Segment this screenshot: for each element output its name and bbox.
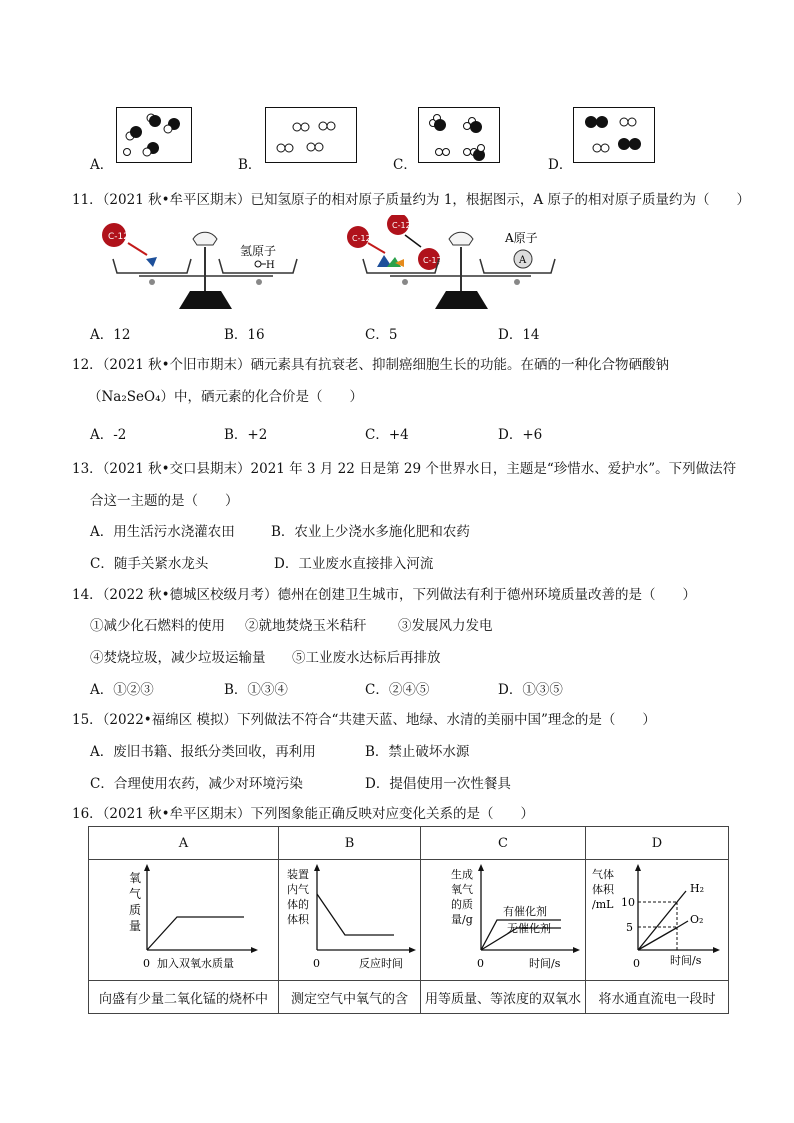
x-axis-label: 反应时间 <box>359 957 403 970</box>
graph-b-cell <box>279 860 421 981</box>
column-header-c: C <box>421 827 586 860</box>
y-axis-label: 装置 <box>287 868 309 881</box>
hydrogen-symbol: H <box>266 260 275 271</box>
option-b[interactable]: B．+2 <box>224 427 268 443</box>
question-13-line2: 合这一主题的是（ ） <box>90 493 239 509</box>
statement-1: ①减少化石燃料的使用 <box>90 618 225 634</box>
option-b[interactable]: B．禁止破坏水源 <box>365 744 470 760</box>
option-a[interactable]: A．-2 <box>90 427 127 443</box>
curve-label-o2: O₂ <box>690 913 704 926</box>
molecule-box-c <box>418 107 500 163</box>
option-d[interactable]: D．工业废水直接排入河流 <box>274 556 434 572</box>
caption-c: 用等质量、等浓度的双氧水 <box>421 981 586 1014</box>
column-header-d: D <box>586 827 729 860</box>
statement-2: ②就地焚烧玉米秸秆 <box>245 618 367 634</box>
a-atom-symbol: A <box>519 255 527 266</box>
question-11-stem: 11．（2021 秋•牟平区期末）已知氢原子的相对原子质量约为 1，根据图示，A 原子的相对原子质量约为（ ） <box>72 192 750 208</box>
option-label: C． <box>393 157 417 173</box>
x-axis-label: 时间/s <box>529 957 561 970</box>
molecule-box-b <box>265 107 357 163</box>
graph-a-cell <box>89 860 279 981</box>
y-axis-label: 生成 <box>451 868 473 881</box>
caption-a: 向盛有少量二氧化锰的烧杯中 <box>89 981 279 1014</box>
molecule-diagram <box>117 108 191 162</box>
y-axis-label: 内气 <box>287 883 309 896</box>
y-axis-label: 的质 <box>451 898 473 911</box>
option-d[interactable]: D．14 <box>498 327 540 343</box>
option-a[interactable]: A．用生活污水浇灌农田 <box>90 524 235 540</box>
graph-c <box>421 860 585 976</box>
option-label: A． <box>90 157 114 173</box>
x-axis-label: 加入双氧水质量 <box>157 957 234 970</box>
molecule-box-d <box>573 107 655 163</box>
molecule-diagram <box>419 108 499 162</box>
y-axis-label: 量/g <box>451 913 473 926</box>
graph-b <box>279 860 420 976</box>
origin-label: 0 <box>143 957 150 970</box>
y-axis-label: 氧 <box>129 871 142 885</box>
tick-label: 10 <box>621 896 635 909</box>
statement-5: ⑤工业废水达标后再排放 <box>292 650 441 666</box>
molecule-box-a <box>116 107 192 163</box>
option-a[interactable]: A．①②③ <box>90 682 154 698</box>
option-d[interactable]: D．+6 <box>498 427 543 443</box>
graph-a <box>89 860 278 976</box>
left-balance <box>102 223 297 309</box>
question-16-stem: 16．（2021 秋•牟平区期末）下列图象能正确反映对应变化关系的是（ ） <box>72 806 535 822</box>
column-header-a: A <box>89 827 279 860</box>
y-axis-label: 气 <box>129 887 142 901</box>
graph-d-cell <box>586 860 729 981</box>
right-balance <box>347 215 555 309</box>
c12-atom-label: C-12 <box>352 234 371 243</box>
option-a[interactable]: A．12 <box>90 327 131 343</box>
graph-d <box>586 860 728 976</box>
graph-c-cell <box>421 860 586 981</box>
option-c[interactable]: C．+4 <box>365 427 409 443</box>
y-axis-label: 质 <box>129 903 142 917</box>
option-a[interactable]: A．废旧书籍、报纸分类回收，再利用 <box>90 744 316 760</box>
molecule-diagram <box>574 108 654 162</box>
option-label: B． <box>238 157 262 173</box>
origin-label: 0 <box>313 957 320 970</box>
c12-atom-label: C-12 <box>392 221 411 230</box>
question-12-line1: 12．（2021 秋•个旧市期末）硒元素具有抗衰老、抑制癌细胞生长的功能。在硒的一种化合物硒酸钠 <box>72 357 670 373</box>
option-c[interactable]: C．合理使用农药，减少对环境污染 <box>90 776 303 792</box>
y-axis-label: 体的 <box>287 898 309 911</box>
graph-table <box>88 826 729 1014</box>
statement-3: ③发展风力发电 <box>398 618 493 634</box>
origin-label: 0 <box>633 957 640 970</box>
column-header-b: B <box>279 827 421 860</box>
curve-label-no-catalyst: 无催化剂 <box>507 922 551 935</box>
question-14-stem: 14．（2022 秋•德城区校级月考）德州在创建卫生城市，下列做法有利于德州环境质量改善的是（ ） <box>72 587 697 603</box>
option-c[interactable]: C．②④⑤ <box>365 682 430 698</box>
curve-label-h2: H₂ <box>690 882 705 895</box>
y-axis-label: /mL <box>592 898 614 911</box>
option-d[interactable]: D．提倡使用一次性餐具 <box>365 776 511 792</box>
y-axis-label: 氧气 <box>451 883 473 896</box>
hydrogen-atom-label: 氢原子 <box>240 244 277 258</box>
a-atom-caption: A原子 <box>505 231 538 245</box>
option-c[interactable]: C．5 <box>365 327 398 343</box>
x-axis-label: 时间/s <box>670 954 702 967</box>
c12-atom-label: C-12 <box>108 232 129 242</box>
option-label: D． <box>548 157 573 173</box>
c12-atom-label: C-12 <box>423 256 442 265</box>
statement-4: ④焚烧垃圾，减少垃圾运输量 <box>90 650 266 666</box>
caption-d: 将水通直流电一段时 <box>586 981 729 1014</box>
molecule-diagram <box>266 108 356 162</box>
option-d[interactable]: D．①③⑤ <box>498 682 563 698</box>
option-b[interactable]: B．16 <box>224 327 265 343</box>
y-axis-label: 体积 <box>287 913 309 926</box>
tick-label: 5 <box>626 921 633 934</box>
option-b[interactable]: B．①③④ <box>224 682 288 698</box>
option-c[interactable]: C．随手关紧水龙头 <box>90 556 209 572</box>
option-b[interactable]: B．农业上少浇水多施化肥和农药 <box>271 524 470 540</box>
y-axis-label: 量 <box>129 919 142 933</box>
question-13-line1: 13．（2021 秋•交口县期末）2021 年 3 月 22 日是第 29 个世界水日，主题是“珍惜水、爱护水”。下列做法符 <box>72 461 737 477</box>
caption-b: 测定空气中氧气的含 <box>279 981 421 1014</box>
y-axis-label: 气体 <box>592 868 614 881</box>
question-15-stem: 15．（2022•福绵区 模拟）下列做法不符合“共建天蓝、地绿、水清的美丽中国”理念的是（ ） <box>72 712 656 728</box>
curve-label-catalyst: 有催化剂 <box>503 905 547 918</box>
balance-diagram <box>95 215 615 315</box>
question-12-line2: （Na₂SeO₄）中，硒元素的化合价是（ ） <box>88 389 363 405</box>
y-axis-label: 体积 <box>592 883 614 896</box>
origin-label: 0 <box>477 957 484 970</box>
